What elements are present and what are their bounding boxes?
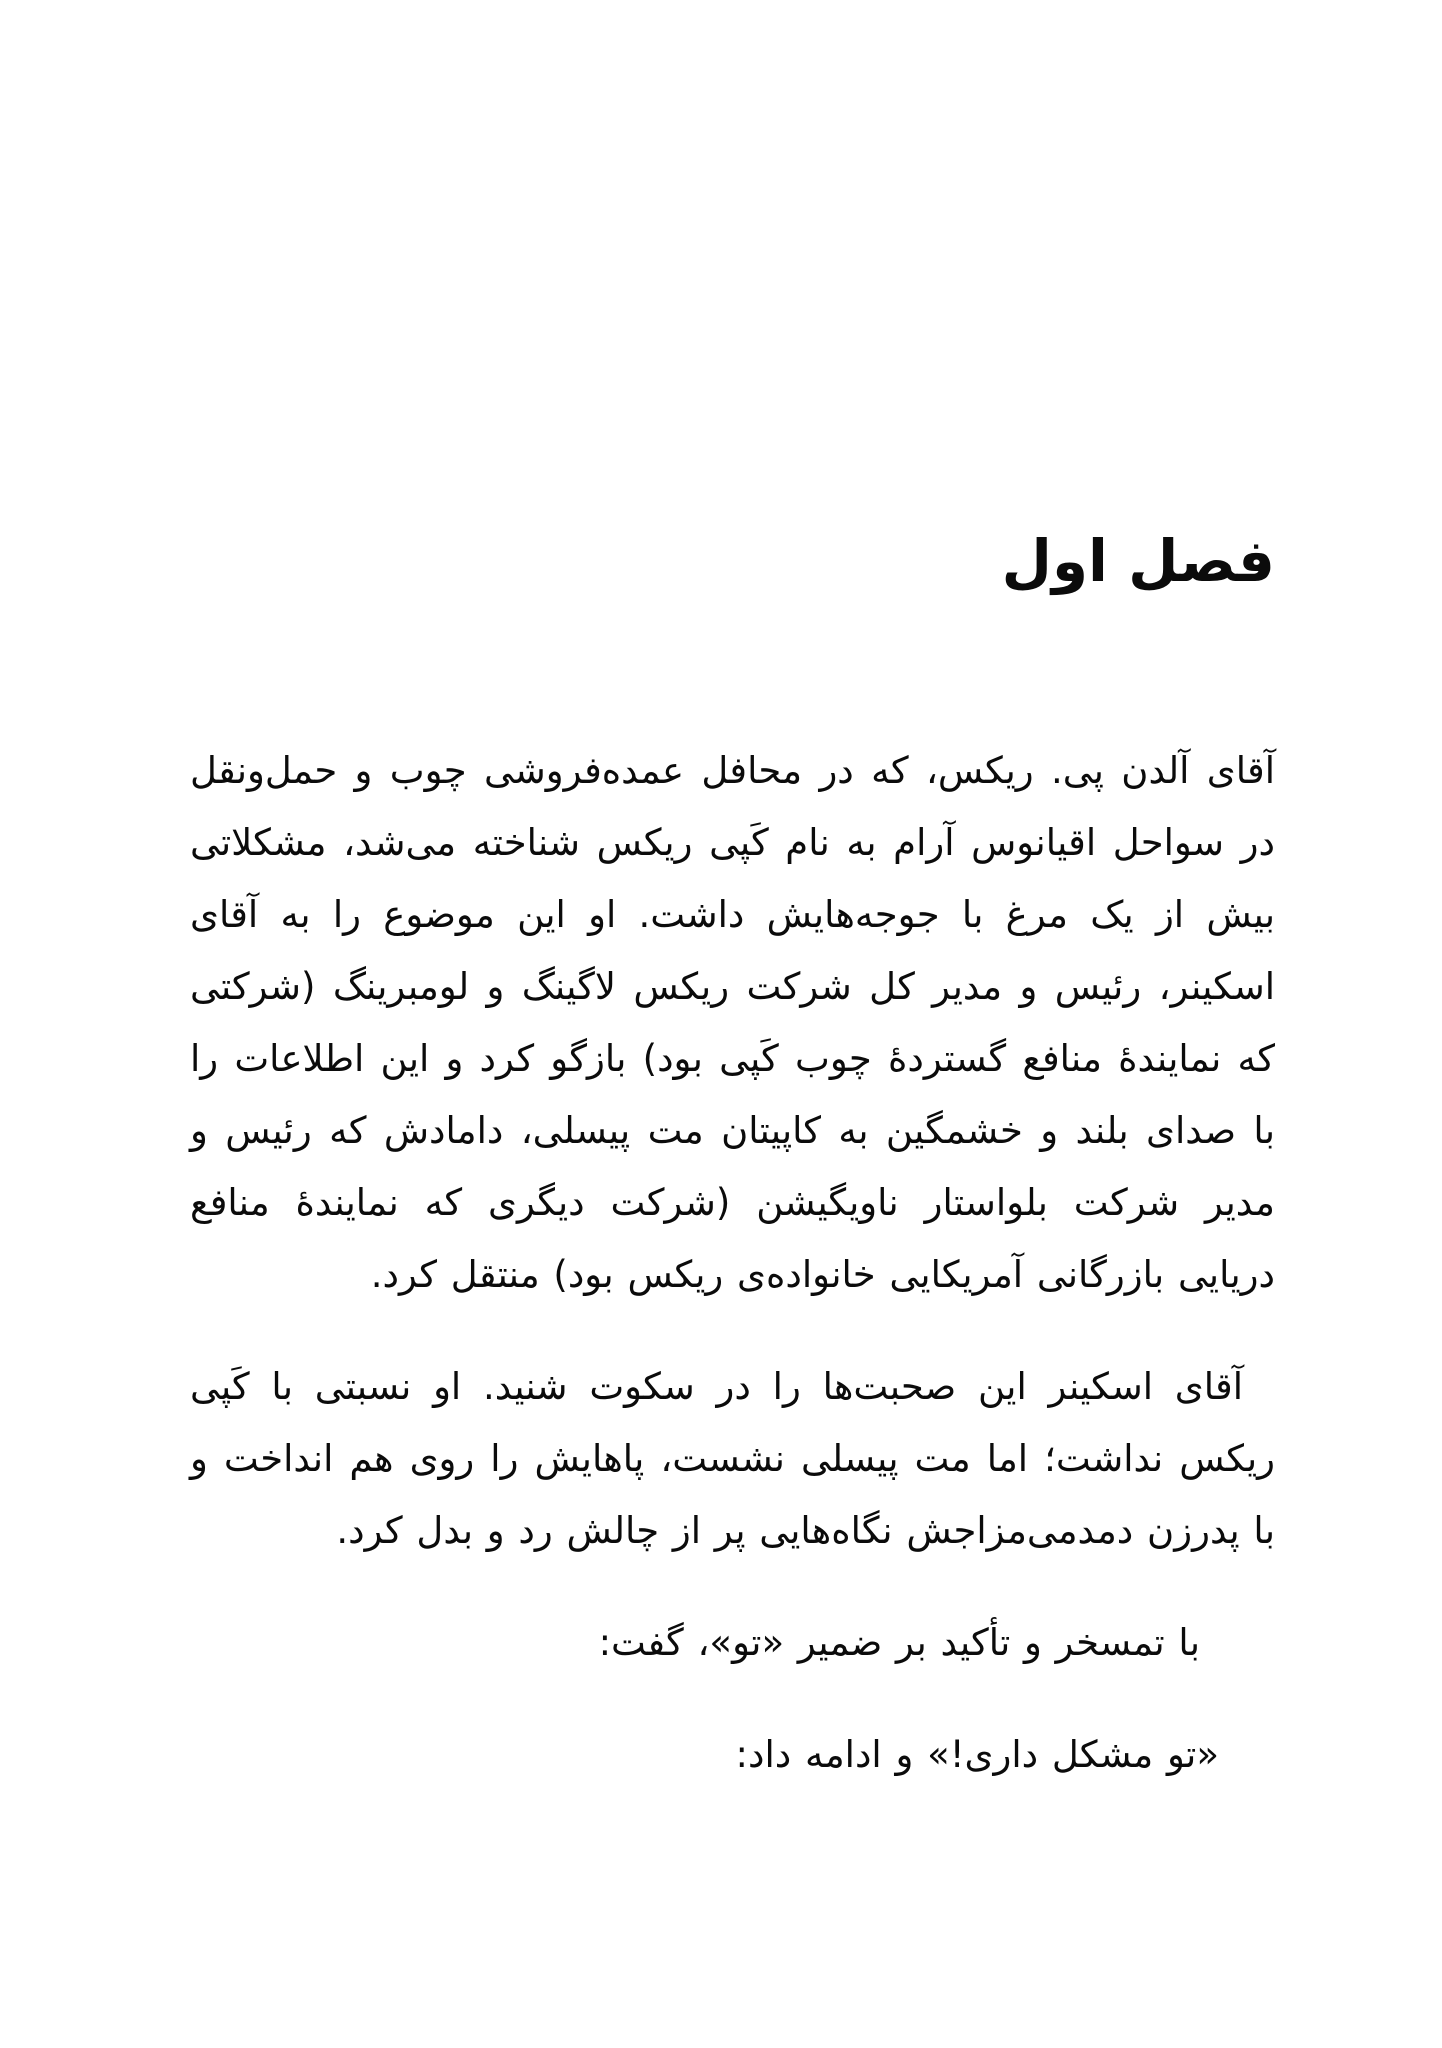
dialogue-intro-line: با تمسخر و تأکید بر ضمیر «تو»، گفت: — [598, 1621, 1200, 1664]
body-paragraph-2: آقای اسکینر این صحبت‌ها را در سکوت شنید. او نسبتی با کَپی ریکس نداشت؛ اما مت پیسلی نشست، پاهایش را روی هم انداخت و با پدرزن دمدمی‌مزاجش نگاه‌هایی پر از چالش رد و بدل کرد. — [190, 1365, 1275, 1552]
body-paragraph-1: آقای آلدن پی. ریکس، که در محافل عمده‌فروشی چوب و حمل‌ونقل در سواحل اقیانوس آرام به نام کَپی ریکس شناخته می‌شد، مشکلاتی بیش از یک مرغ با جوجه‌هایش داشت. او این موضوع را به آقای اسکینر، رئیس و مدیر کل شرکت ریکس لاگینگ و لومبرینگ (شرکتی که نمایندهٔ منافع گستردهٔ چوب کَپی بود) بازگو کرد و این اطلاعات را با صدای بلند و خشمگین به کاپیتان مت پیسلی، دامادش که رئیس و مدیر شرکت بلواستار ناویگیشن (شرکت دیگری که نمایندهٔ منافع دریایی بازرگانی آمریکایی خانواده‌ی ریکس بود) منتقل کرد. — [190, 749, 1275, 1296]
dialogue-quote-line: «تو مشکل داری!» و ادامه داد: — [735, 1733, 1219, 1776]
chapter-heading: فصل اول — [1001, 527, 1275, 595]
